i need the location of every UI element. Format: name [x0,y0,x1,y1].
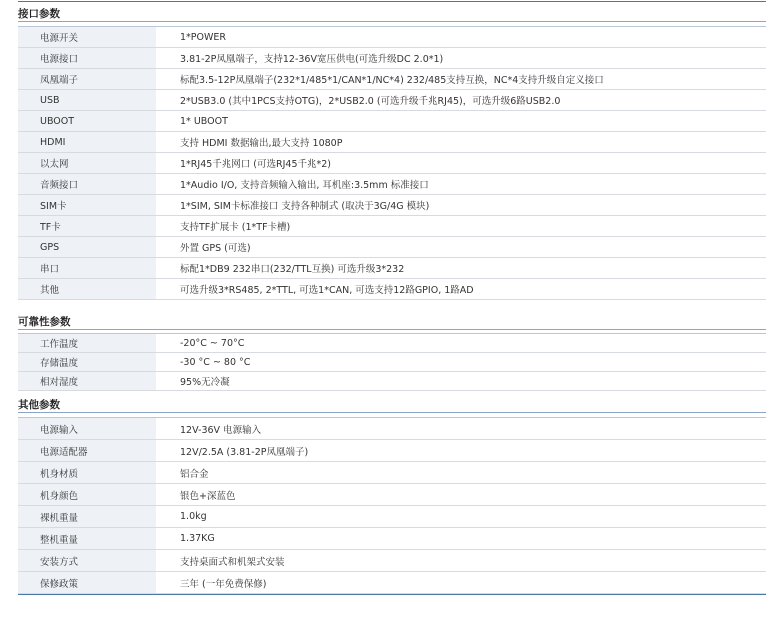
spec-value: 95%无冷凝 [156,372,766,391]
table-row [18,153,766,174]
table-row [18,550,766,572]
spec-value: 可选升级3*RS485, 2*TTL, 可选1*CAN, 可选支持12路GPIO, 1路AD [156,279,766,300]
spec-value: 1.0kg [156,506,766,528]
spec-key: 音频接口 [18,174,156,195]
spec-value: 12V-36V 电源输入 [156,418,766,440]
spec-key: 工作温度 [18,334,156,353]
spec-value: 1* UBOOT [156,111,766,132]
spec-key: HDMI [18,132,156,153]
spec-key: SIM卡 [18,195,156,216]
table-row [18,195,766,216]
table-row [18,216,766,237]
spec-value: -30 °C ~ 80 °C [156,353,766,372]
section-rule [18,329,766,330]
table-row [18,440,766,462]
spec-key: 凤凰端子 [18,69,156,90]
section-title-reliability: 可靠性参数 [18,316,71,328]
spec-key: 电源适配器 [18,440,156,462]
spec-value: 外置 GPS (可选) [156,237,766,258]
spec-value: 12V/2.5A (3.81-2P凤凰端子) [156,440,766,462]
table-row [18,90,766,111]
spec-key: USB [18,90,156,111]
spec-key: 机身材质 [18,462,156,484]
spec-value: 1*SIM, SIM卡标准接口 支持各种制式 (取决于3G/4G 模块) [156,195,766,216]
spec-key: TF卡 [18,216,156,237]
spec-key: 以太网 [18,153,156,174]
spec-value: 铝合金 [156,462,766,484]
interface-spec-table [18,26,766,300]
spec-key: 电源接口 [18,48,156,69]
spec-value: 1.37KG [156,528,766,550]
table-row [18,237,766,258]
spec-value: 支持 HDMI 数据输出,最大支持 1080P [156,132,766,153]
spec-value: 三年 (一年免费保修) [156,572,766,594]
spec-key: 其他 [18,279,156,300]
reliability-spec-table [18,333,766,391]
spec-key: GPS [18,237,156,258]
table-row [18,506,766,528]
table-row [18,372,766,391]
bottom-rule [18,594,766,595]
table-row [18,418,766,440]
table-row [18,528,766,550]
table-row [18,353,766,372]
spec-key: 机身颜色 [18,484,156,506]
spec-key: UBOOT [18,111,156,132]
table-row [18,484,766,506]
table-row [18,132,766,153]
table-row [18,111,766,132]
top-rule [18,1,766,2]
table-row [18,334,766,353]
spec-value: 2*USB3.0 (其中1PCS支持OTG)，2*USB2.0 (可选升级千兆RJ45)，可选升级6路USB2.0 [156,90,766,111]
spec-value: -20°C ~ 70°C [156,334,766,353]
spec-key: 安装方式 [18,550,156,572]
spec-value: 1*POWER [156,27,766,48]
table-row [18,27,766,48]
spec-key: 裸机重量 [18,506,156,528]
spec-key: 存储温度 [18,353,156,372]
other-spec-table [18,417,766,594]
spec-value: 3.81-2P凤凰端子，支持12-36V宽压供电(可选升级DC 2.0*1) [156,48,766,69]
spec-value: 标配1*DB9 232串口(232/TTL互换) 可选升级3*232 [156,258,766,279]
spec-value: 标配3.5-12P凤凰端子(232*1/485*1/CAN*1/NC*4) 232/485支持互换，NC*4支持升级自定义接口 [156,69,766,90]
spec-value: 1*Audio I/O, 支持音频输入输出, 耳机座:3.5mm 标准接口 [156,174,766,195]
spec-value: 支持TF扩展卡 (1*TF卡槽) [156,216,766,237]
spec-key: 电源开关 [18,27,156,48]
section-rule [18,412,766,413]
table-row [18,258,766,279]
section-title-other: 其他参数 [18,399,60,411]
section-rule [18,21,766,22]
table-row [18,572,766,594]
table-row [18,174,766,195]
spec-key: 电源输入 [18,418,156,440]
table-row [18,69,766,90]
table-row [18,279,766,300]
table-row [18,462,766,484]
section-title-interface: 接口参数 [18,8,60,20]
table-row [18,48,766,69]
spec-key: 整机重量 [18,528,156,550]
spec-key: 串口 [18,258,156,279]
spec-key: 相对湿度 [18,372,156,391]
spec-value: 银色+深蓝色 [156,484,766,506]
spec-value: 1*RJ45千兆网口 (可选RJ45千兆*2) [156,153,766,174]
spec-key: 保修政策 [18,572,156,594]
spec-value: 支持桌面式和机架式安装 [156,550,766,572]
